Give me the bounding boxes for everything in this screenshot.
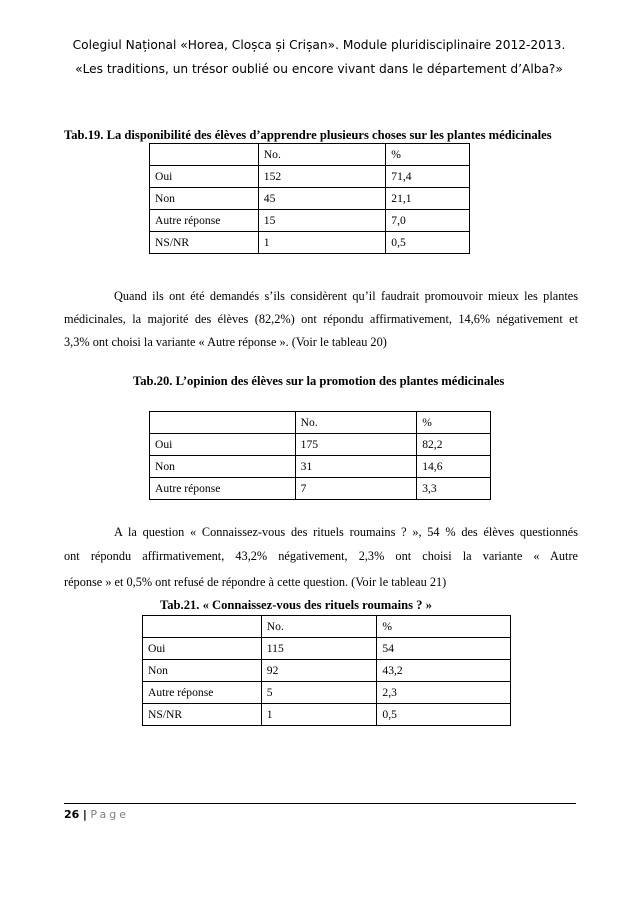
table-row [150, 210, 470, 232]
table-cell: 5 [261, 682, 377, 704]
paragraph-line: réponse » et 0,5% ont refusé de répondre à cette question. (Voir le tableau 21) [64, 575, 447, 589]
table-cell: 54 [377, 638, 511, 660]
table-header-row [143, 616, 511, 638]
table-cell: NS/NR [143, 704, 262, 726]
table-cell: 115 [261, 638, 377, 660]
table-row [150, 434, 491, 456]
tab21-table [142, 615, 511, 726]
table-cell [150, 144, 259, 166]
table-cell: 0,5 [377, 704, 511, 726]
table-cell: 7,0 [386, 210, 470, 232]
table-cell: Non [143, 660, 262, 682]
table-cell: Autre réponse [150, 478, 296, 500]
header-title: Colegiul Național «Horea, Cloșca și Crișan». Module pluridisciplinaire 2012-2013. [72, 38, 566, 52]
table-cell: 43,2 [377, 660, 511, 682]
table-cell: NS/NR [150, 232, 259, 254]
table-row [143, 682, 511, 704]
footer-separator: | [82, 808, 87, 821]
paragraph-line: 3,3% ont choisi la variante « Autre réponse ». (Voir le tableau 20) [64, 335, 387, 349]
tab21-caption: Tab.21. « Connaissez-vous des rituels roumains ? » [160, 598, 432, 612]
table-row [150, 188, 470, 210]
table-cell: 31 [295, 456, 417, 478]
footer-divider [64, 803, 576, 804]
table-cell: 82,2 [417, 434, 491, 456]
paragraph-line: ont répondu affirmativement, 43,2% négativement, 2,3% ont choisi la variante « Autre [64, 549, 578, 563]
table-cell: 2,3 [377, 682, 511, 704]
table-row [150, 478, 491, 500]
table-cell: Oui [143, 638, 262, 660]
table-cell: 14,6 [417, 456, 491, 478]
table-cell: No. [258, 144, 385, 166]
table-cell: Autre réponse [143, 682, 262, 704]
page-label: Page [90, 808, 129, 821]
table-row [143, 660, 511, 682]
table-cell: No. [261, 616, 377, 638]
table-cell: Non [150, 456, 296, 478]
table-cell: 7 [295, 478, 417, 500]
table-cell: 71,4 [386, 166, 470, 188]
table-cell: No. [295, 412, 417, 434]
tab20-table [149, 411, 491, 500]
table-cell: Non [150, 188, 259, 210]
table-cell: % [386, 144, 470, 166]
table-cell: 92 [261, 660, 377, 682]
table-cell: 1 [261, 704, 377, 726]
table-cell: Autre réponse [150, 210, 259, 232]
table-header-row [150, 144, 470, 166]
table-row [143, 638, 511, 660]
paragraph-line: médicinales, la majorité des élèves (82,2%) ont répondu affirmativement, 14,6% négativement et [64, 312, 578, 326]
table-cell: 21,1 [386, 188, 470, 210]
table-cell: Oui [150, 434, 296, 456]
page-footer [64, 808, 129, 821]
table-cell: 45 [258, 188, 385, 210]
table-cell: 3,3 [417, 478, 491, 500]
table-row [150, 166, 470, 188]
tab19-table [149, 143, 470, 254]
table-header-row [150, 412, 491, 434]
tab20-caption: Tab.20. L’opinion des élèves sur la promotion des plantes médicinales [133, 374, 505, 388]
table-cell: % [377, 616, 511, 638]
page-number: 26 [64, 808, 80, 821]
table-cell: 175 [295, 434, 417, 456]
table-cell [150, 412, 296, 434]
table-cell: 1 [258, 232, 385, 254]
table-row [150, 456, 491, 478]
paragraph-line: Quand ils ont été demandés s’ils considèrent qu’il faudrait promouvoir mieux les plantes [114, 289, 578, 303]
paragraph-line: A la question « Connaissez-vous des rituels roumains ? », 54 % des élèves questionnés [114, 525, 578, 539]
table-cell: 152 [258, 166, 385, 188]
table-cell: 0,5 [386, 232, 470, 254]
table-cell: % [417, 412, 491, 434]
table-cell: Oui [150, 166, 259, 188]
table-cell: 15 [258, 210, 385, 232]
tab19-caption: Tab.19. La disponibilité des élèves d’apprendre plusieurs choses sur les plantes médicinales [64, 128, 552, 142]
table-cell [143, 616, 262, 638]
header-subtitle: «Les traditions, un trésor oublié ou encore vivant dans le département d’Alba?» [75, 62, 563, 76]
table-row [143, 704, 511, 726]
table-row [150, 232, 470, 254]
